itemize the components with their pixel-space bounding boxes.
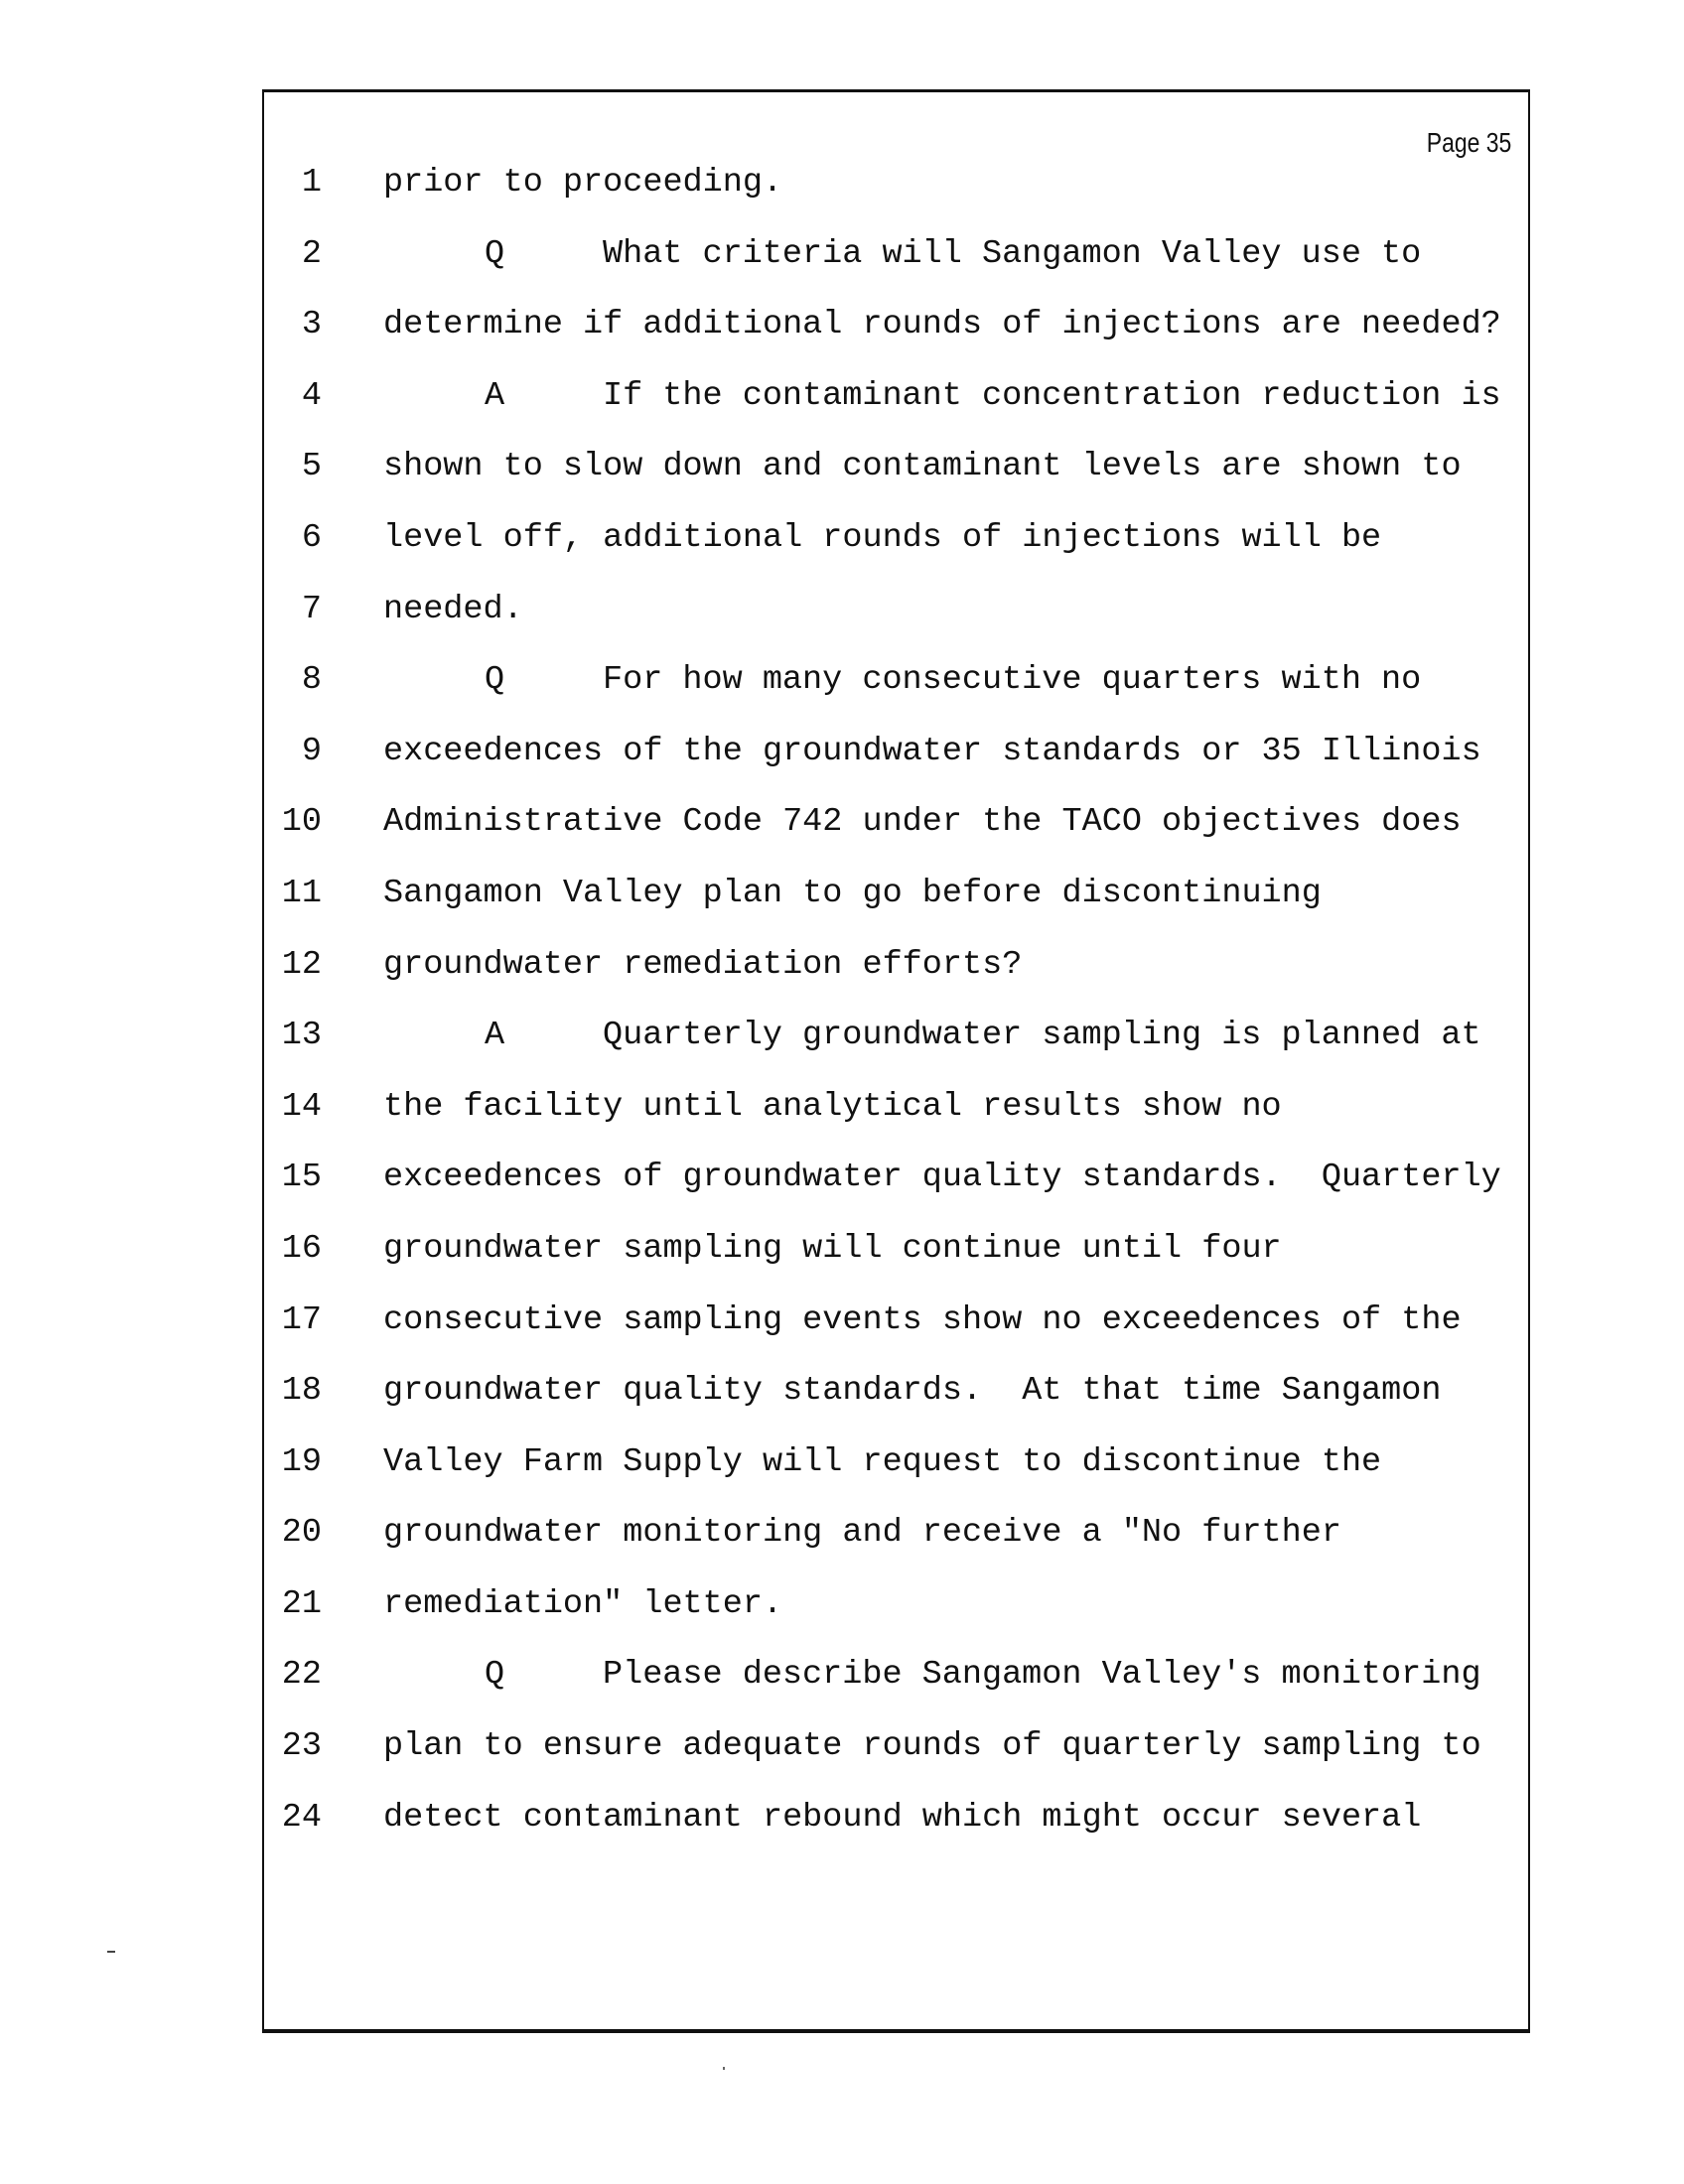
transcript-line [0, 361, 1684, 433]
line-text: For how many consecutive quarters with no [603, 661, 1422, 700]
transcript-line [0, 219, 1684, 291]
transcript-line [0, 1072, 1684, 1144]
line-number: 23 [281, 1727, 322, 1766]
line-text: Quarterly groundwater sampling is planned at [603, 1017, 1481, 1055]
line-number: 8 [301, 661, 322, 700]
transcript-lines [0, 148, 1684, 1853]
line-text: exceedences of groundwater quality standards. Quarterly [383, 1159, 1501, 1197]
line-text: remediation" letter. [383, 1584, 783, 1623]
line-number: 21 [281, 1584, 322, 1623]
line-text: the facility until analytical results show no [383, 1087, 1282, 1126]
scan-artifact [107, 1951, 115, 1953]
transcript-line [0, 1001, 1684, 1072]
line-text: Sangamon Valley plan to go before discontinuing [383, 874, 1322, 912]
line-number: 16 [281, 1229, 322, 1268]
line-number: 19 [281, 1442, 322, 1481]
line-number: 12 [281, 945, 322, 984]
line-text: level off, additional rounds of injections will be [383, 518, 1382, 557]
transcript-line [0, 1214, 1684, 1286]
line-number: 5 [301, 448, 322, 486]
line-number: 9 [301, 732, 322, 770]
line-text: shown to slow down and contaminant levels are shown to [383, 448, 1462, 486]
transcript-line [0, 1783, 1684, 1854]
transcript-line [0, 1711, 1684, 1783]
line-text: prior to proceeding. [383, 164, 783, 202]
transcript-line [0, 148, 1684, 219]
line-number: 10 [281, 803, 322, 842]
answer-marker: A [485, 1017, 505, 1055]
line-text: consecutive sampling events show no exceedences of the [383, 1300, 1462, 1339]
transcript-line [0, 1570, 1684, 1641]
transcript-line [0, 290, 1684, 361]
line-number: 20 [281, 1514, 322, 1553]
transcript-line [0, 645, 1684, 717]
line-number: 1 [301, 164, 322, 202]
question-marker: Q [485, 1656, 505, 1695]
line-text: groundwater sampling will continue until four [383, 1229, 1282, 1268]
line-text: What criteria will Sangamon Valley use to [603, 234, 1422, 273]
line-text: If the contaminant concentration reduction is [603, 376, 1501, 415]
transcript-line [0, 1498, 1684, 1570]
line-text: Valley Farm Supply will request to discontinue the [383, 1442, 1382, 1481]
line-text: groundwater monitoring and receive a "No further [383, 1514, 1341, 1553]
transcript-line [0, 575, 1684, 646]
transcript-line [0, 1143, 1684, 1214]
transcript-line [0, 1640, 1684, 1711]
transcript-line [0, 432, 1684, 503]
line-number: 22 [281, 1656, 322, 1695]
line-number: 11 [281, 874, 322, 912]
line-text: groundwater quality standards. At that time Sangamon [383, 1372, 1442, 1411]
transcript-line [0, 859, 1684, 930]
scan-artifact [723, 2067, 725, 2070]
line-number: 13 [281, 1017, 322, 1055]
transcript-line [0, 717, 1684, 788]
line-number: 17 [281, 1300, 322, 1339]
line-number: 7 [301, 590, 322, 628]
transcript-line [0, 1286, 1684, 1357]
line-number: 3 [301, 306, 322, 344]
line-number: 15 [281, 1159, 322, 1197]
line-number: 18 [281, 1372, 322, 1411]
line-text: detect contaminant rebound which might occur several [383, 1798, 1422, 1837]
line-text: needed. [383, 590, 523, 628]
line-number: 2 [301, 234, 322, 273]
transcript-line [0, 930, 1684, 1002]
answer-marker: A [485, 376, 505, 415]
line-text: exceedences of the groundwater standards or 35 Illinois [383, 732, 1481, 770]
line-text: plan to ensure adequate rounds of quarterly sampling to [383, 1727, 1481, 1766]
line-text: Administrative Code 742 under the TACO objectives does [383, 803, 1462, 842]
line-number: 6 [301, 518, 322, 557]
line-number: 4 [301, 376, 322, 415]
line-number: 14 [281, 1087, 322, 1126]
transcript-line [0, 1356, 1684, 1428]
transcript-line [0, 503, 1684, 575]
question-marker: Q [485, 661, 505, 700]
question-marker: Q [485, 234, 505, 273]
line-text: Please describe Sangamon Valley's monitoring [603, 1656, 1481, 1695]
transcript-line [0, 1428, 1684, 1499]
line-text: groundwater remediation efforts? [383, 945, 1023, 984]
page-number: Page 35 [1426, 127, 1511, 158]
line-text: determine if additional rounds of injections are needed? [383, 306, 1501, 344]
line-number: 24 [281, 1798, 322, 1837]
transcript-line [0, 787, 1684, 859]
